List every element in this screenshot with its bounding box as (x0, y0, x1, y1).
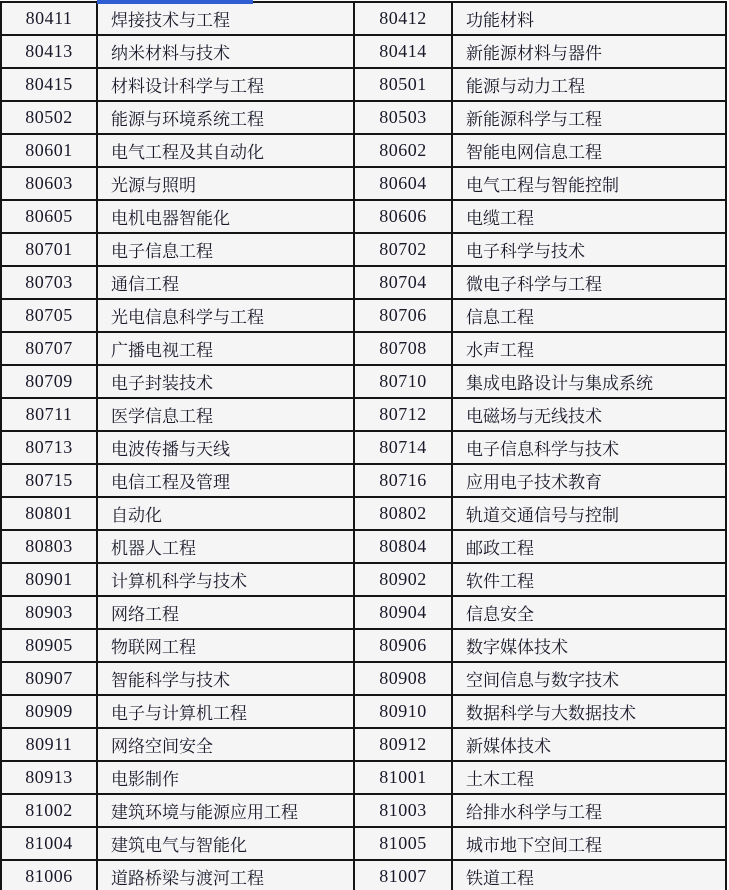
major-name-cell: 土木工程 (452, 761, 726, 794)
major-name-cell: 智能电网信息工程 (452, 134, 726, 167)
major-name-cell: 新能源材料与器件 (452, 35, 726, 68)
table-row (1, 728, 726, 761)
table-row (1, 662, 726, 695)
major-name-cell: 物联网工程 (97, 629, 354, 662)
major-name-cell: 能源与环境系统工程 (97, 101, 354, 134)
table-row (1, 464, 726, 497)
major-code-cell: 80906 (354, 629, 452, 662)
major-name-cell: 电波传播与天线 (97, 431, 354, 464)
selection-highlight-bar (97, 0, 253, 4)
table-row (1, 530, 726, 563)
major-name-cell: 新能源科学与工程 (452, 101, 726, 134)
major-name-cell: 数字媒体技术 (452, 629, 726, 662)
major-code-cell: 80913 (1, 761, 97, 794)
major-name-cell: 道路桥梁与渡河工程 (97, 860, 354, 890)
table-row (1, 365, 726, 398)
major-code-cell: 81006 (1, 860, 97, 890)
major-name-cell: 电磁场与无线技术 (452, 398, 726, 431)
major-name-cell: 电缆工程 (452, 200, 726, 233)
table-row (1, 497, 726, 530)
major-code-cell: 80801 (1, 497, 97, 530)
major-code-cell: 80912 (354, 728, 452, 761)
major-name-cell: 水声工程 (452, 332, 726, 365)
major-code-cell: 80901 (1, 563, 97, 596)
major-code-cell: 81005 (354, 827, 452, 860)
major-code-cell: 80709 (1, 365, 97, 398)
major-code-table-body (1, 2, 726, 890)
table-row (1, 827, 726, 860)
major-code-cell: 80911 (1, 728, 97, 761)
major-name-cell: 广播电视工程 (97, 332, 354, 365)
major-name-cell: 软件工程 (452, 563, 726, 596)
major-code-cell: 80711 (1, 398, 97, 431)
major-name-cell: 电子信息科学与技术 (452, 431, 726, 464)
major-code-cell: 80710 (354, 365, 452, 398)
major-name-cell: 电影制作 (97, 761, 354, 794)
major-code-cell: 80802 (354, 497, 452, 530)
table-row (1, 596, 726, 629)
major-name-cell: 电机电器智能化 (97, 200, 354, 233)
table-row (1, 233, 726, 266)
major-code-cell: 81004 (1, 827, 97, 860)
major-code-cell: 80603 (1, 167, 97, 200)
major-name-cell: 空间信息与数字技术 (452, 662, 726, 695)
major-code-cell: 80605 (1, 200, 97, 233)
table-row (1, 134, 726, 167)
major-name-cell: 网络工程 (97, 596, 354, 629)
major-name-cell: 机器人工程 (97, 530, 354, 563)
major-code-cell: 80714 (354, 431, 452, 464)
table-row (1, 761, 726, 794)
major-name-cell: 电气工程与智能控制 (452, 167, 726, 200)
major-code-cell: 80909 (1, 695, 97, 728)
major-code-cell: 80704 (354, 266, 452, 299)
table-row (1, 35, 726, 68)
major-code-cell: 80411 (1, 2, 97, 35)
table-row (1, 167, 726, 200)
major-code-cell: 80902 (354, 563, 452, 596)
major-name-cell: 给排水科学与工程 (452, 794, 726, 827)
major-name-cell: 医学信息工程 (97, 398, 354, 431)
major-name-cell: 光源与照明 (97, 167, 354, 200)
table-row (1, 2, 726, 35)
major-code-cell: 80910 (354, 695, 452, 728)
major-code-cell: 80705 (1, 299, 97, 332)
major-name-cell: 纳米材料与技术 (97, 35, 354, 68)
major-code-cell: 81003 (354, 794, 452, 827)
major-name-cell: 自动化 (97, 497, 354, 530)
major-code-cell: 80606 (354, 200, 452, 233)
major-code-cell: 80602 (354, 134, 452, 167)
major-name-cell: 信息工程 (452, 299, 726, 332)
major-name-cell: 网络空间安全 (97, 728, 354, 761)
table-row (1, 68, 726, 101)
table-row (1, 794, 726, 827)
table-row (1, 101, 726, 134)
major-name-cell: 轨道交通信号与控制 (452, 497, 726, 530)
major-code-cell: 81002 (1, 794, 97, 827)
major-code-cell: 80414 (354, 35, 452, 68)
major-code-cell: 80708 (354, 332, 452, 365)
major-code-cell: 80803 (1, 530, 97, 563)
major-code-cell: 80713 (1, 431, 97, 464)
major-name-cell: 能源与动力工程 (452, 68, 726, 101)
major-name-cell: 计算机科学与技术 (97, 563, 354, 596)
major-code-cell: 80715 (1, 464, 97, 497)
major-code-cell: 80904 (354, 596, 452, 629)
table-row (1, 332, 726, 365)
major-name-cell: 光电信息科学与工程 (97, 299, 354, 332)
major-name-cell: 微电子科学与工程 (452, 266, 726, 299)
major-code-cell: 80716 (354, 464, 452, 497)
major-name-cell: 电子科学与技术 (452, 233, 726, 266)
major-name-cell: 信息安全 (452, 596, 726, 629)
major-name-cell: 通信工程 (97, 266, 354, 299)
major-code-cell: 80703 (1, 266, 97, 299)
major-code-cell: 80501 (354, 68, 452, 101)
table-row (1, 431, 726, 464)
major-code-cell: 80502 (1, 101, 97, 134)
major-code-cell: 80908 (354, 662, 452, 695)
table-row (1, 200, 726, 233)
major-code-cell: 80702 (354, 233, 452, 266)
major-code-cell: 80907 (1, 662, 97, 695)
major-name-cell: 新媒体技术 (452, 728, 726, 761)
major-code-cell: 80903 (1, 596, 97, 629)
table-row (1, 398, 726, 431)
major-code-cell: 80905 (1, 629, 97, 662)
major-name-cell: 建筑环境与能源应用工程 (97, 794, 354, 827)
major-code-cell: 80601 (1, 134, 97, 167)
table-row (1, 860, 726, 890)
table-row (1, 695, 726, 728)
major-code-cell: 80712 (354, 398, 452, 431)
major-code-cell: 80412 (354, 2, 452, 35)
major-name-cell: 电子与计算机工程 (97, 695, 354, 728)
major-name-cell: 功能材料 (452, 2, 726, 35)
major-name-cell: 建筑电气与智能化 (97, 827, 354, 860)
major-code-cell: 80415 (1, 68, 97, 101)
major-code-cell: 81001 (354, 761, 452, 794)
major-code-cell: 80706 (354, 299, 452, 332)
major-name-cell: 应用电子技术教育 (452, 464, 726, 497)
major-code-cell: 80413 (1, 35, 97, 68)
major-code-cell: 80804 (354, 530, 452, 563)
major-code-cell: 81007 (354, 860, 452, 890)
major-name-cell: 城市地下空间工程 (452, 827, 726, 860)
major-name-cell: 数据科学与大数据技术 (452, 695, 726, 728)
major-name-cell: 邮政工程 (452, 530, 726, 563)
major-code-cell: 80707 (1, 332, 97, 365)
major-code-table (0, 1, 727, 890)
major-name-cell: 焊接技术与工程 (97, 2, 354, 35)
major-code-cell: 80701 (1, 233, 97, 266)
major-name-cell: 电子信息工程 (97, 233, 354, 266)
major-code-cell: 80604 (354, 167, 452, 200)
major-name-cell: 电气工程及其自动化 (97, 134, 354, 167)
table-row (1, 266, 726, 299)
table-row (1, 629, 726, 662)
major-name-cell: 智能科学与技术 (97, 662, 354, 695)
table-row (1, 563, 726, 596)
table-row (1, 299, 726, 332)
major-name-cell: 电信工程及管理 (97, 464, 354, 497)
major-code-cell: 80503 (354, 101, 452, 134)
major-name-cell: 材料设计科学与工程 (97, 68, 354, 101)
major-name-cell: 电子封装技术 (97, 365, 354, 398)
major-name-cell: 铁道工程 (452, 860, 726, 890)
major-name-cell: 集成电路设计与集成系统 (452, 365, 726, 398)
